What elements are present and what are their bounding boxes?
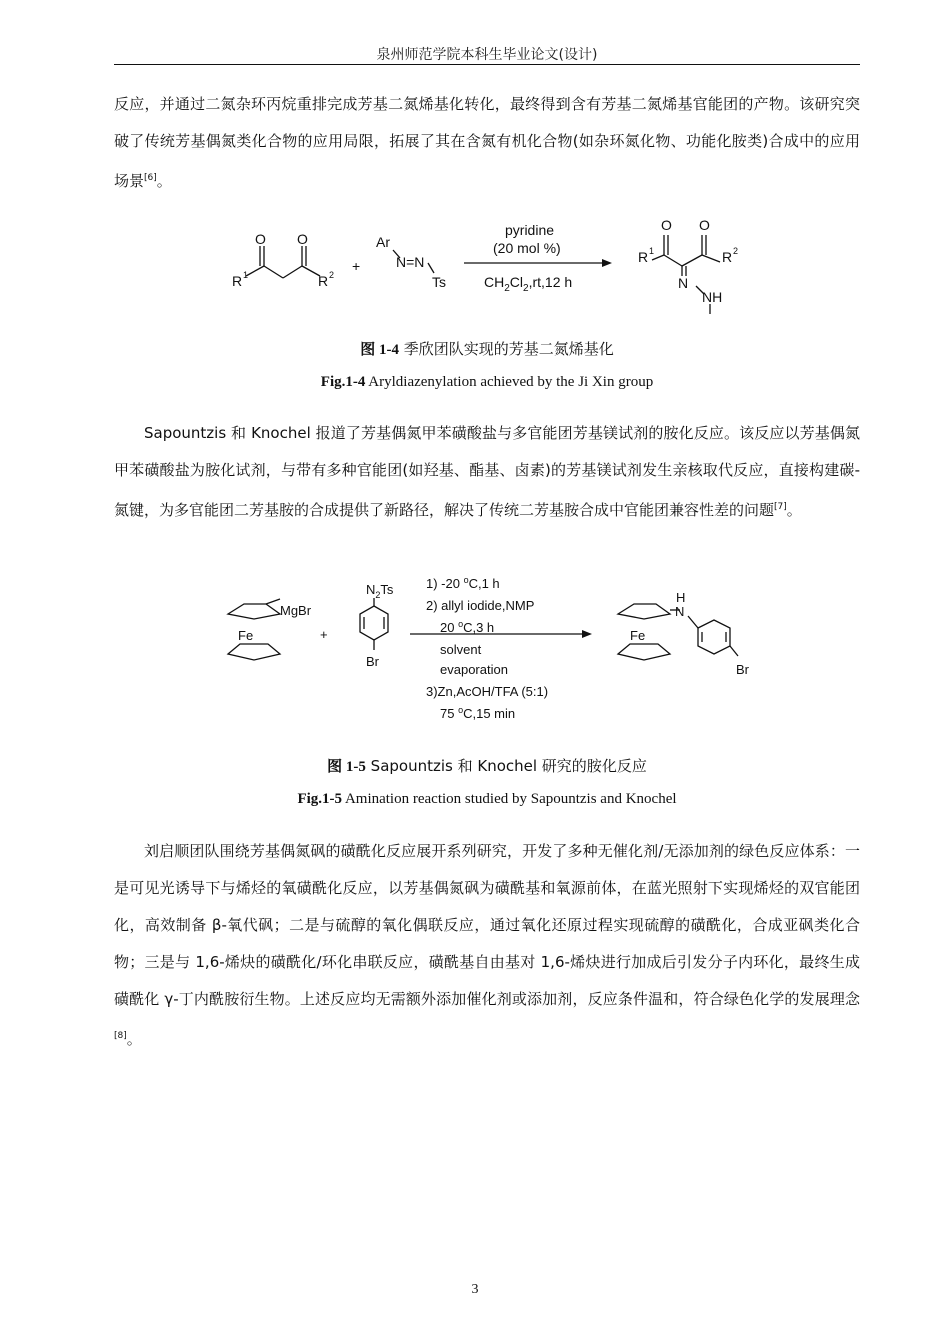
page-number: 3 <box>471 1282 479 1297</box>
running-header: 泉州师范学院本科生毕业论文(设计) <box>376 47 598 63</box>
o-label: O <box>699 217 710 233</box>
br-label: Br <box>366 654 379 669</box>
reagent-pyridine: pyridine <box>505 222 555 238</box>
mgbr-label: MgBr <box>280 603 312 618</box>
figure-caption-cn-1-4 <box>114 338 860 359</box>
r2-sup: 2 <box>733 246 739 256</box>
caption-text: 季欣团队实现的芳基二氮烯基化 <box>398 340 614 358</box>
o-label: O <box>297 231 308 247</box>
figure-label: Fig.1-4 <box>320 374 366 390</box>
fe-label: Fe <box>630 628 646 643</box>
n-label: N <box>678 275 689 291</box>
r2-label: R <box>722 249 733 265</box>
paragraph-3-end: 。 <box>126 1030 142 1048</box>
citation-7[interactable]: [7] <box>774 502 787 512</box>
o-label: O <box>661 217 672 233</box>
figure-caption-en-1-4 <box>114 374 860 391</box>
caption-text: Amination reaction studied by Sapountzis and Knochel <box>342 791 677 807</box>
plus-sign: + <box>320 627 328 642</box>
r1-sup: 1 <box>649 246 655 256</box>
nn-label: N=N <box>396 254 425 270</box>
paragraph-1-end: 。 <box>156 172 172 190</box>
n2ts-label: $N_2Ts$ <box>366 582 394 600</box>
scheme-2-diagram <box>214 574 754 724</box>
paragraph-2 <box>114 415 860 529</box>
br-label: Br <box>736 662 749 677</box>
figure-label: 图 1-4 <box>360 342 399 358</box>
r2-sup: 2 <box>329 270 335 280</box>
reagent-loading: (20 mol %) <box>493 240 561 256</box>
n-label: N <box>675 604 685 619</box>
r2-label: R <box>318 273 329 289</box>
ar-label: Ar <box>376 234 390 250</box>
paragraph-1 <box>114 86 860 200</box>
conditions: $CH_2Cl_2,rt,12$ h <box>484 274 573 294</box>
step-2-solvent: solvent <box>440 642 482 657</box>
caption-text: Sapountzis 和 Knochel 研究的胺化反应 <box>365 757 647 775</box>
step-2: 2) allyl iodide,NMP <box>426 598 535 613</box>
r1-label: R <box>638 249 649 265</box>
citation-8[interactable]: [8] <box>114 1031 127 1041</box>
step-2-evaporation: evaporation <box>440 662 508 677</box>
fe-label: Fe <box>238 628 254 643</box>
h-label: H <box>676 590 686 605</box>
o-label: O <box>255 231 266 247</box>
plus-sign: + <box>352 258 361 274</box>
paragraph-2-text: Sapountzis 和 Knochel 报道了芳基偶氮甲苯磺酸盐与多官能团芳基镁试剂的胺化反应。该反应以芳基偶氮甲苯磺酸盐为胺化试剂，与带有多种官能团(如羟基、酯基、卤素)的芳基镁试剂发生亲核取代反应，直接构建碳-氮键，为多官能团二芳基胺的合成提供了新路径，解决了传统二芳基胺合成中官能团兼容性差的问题 <box>114 424 860 519</box>
ts-label: Ts <box>432 274 446 290</box>
r1-sup: 1 <box>243 270 249 280</box>
step-3-temp: 75 $^o$C,15 min <box>440 705 516 721</box>
paragraph-2-end: 。 <box>786 501 802 519</box>
paragraph-1-text: 反应，并通过二氮杂环丙烷重排完成芳基二氮烯基化转化，最终得到含有芳基二氮烯基官能团的产物。该研究突破了传统芳基偶氮类化合物的应用局限，拓展了其在含氮有机化合物(如杂环氮化物、功能化胺类)合成中的应用场景 <box>114 95 860 190</box>
step-3: 3)Zn,AcOH/TFA (5:1) <box>426 684 549 699</box>
step-1: 1) -20 $^o$C,1 h <box>426 575 500 591</box>
step-2-temp: 20 $^o$C,3 h <box>440 619 495 635</box>
paragraph-3 <box>114 833 860 1058</box>
figure-label: 图 1-5 <box>327 759 366 775</box>
figure-caption-cn-1-5 <box>114 755 860 776</box>
header-rule <box>114 64 860 65</box>
r1-label: R <box>232 273 243 289</box>
nh-label: NH <box>702 289 723 305</box>
citation-6[interactable]: [6] <box>144 173 157 183</box>
caption-text: Aryldiazenylation achieved by the Ji Xin group <box>365 374 654 390</box>
figure-caption-en-1-5 <box>114 791 860 808</box>
paragraph-3-text: 刘启顺团队围绕芳基偶氮砜的磺酰化反应展开系列研究，开发了多种无催化剂/无添加剂的绿色反应体系：一是可见光诱导下与烯烃的氧磺酰化反应，以芳基偶氮砜为磺酰基和氧源前体，在蓝光照射下实现烯烃的双官能团化，高效制备 β-氧代砜；二是与硫醇的氧化偶联反应，通过氧化还原过程实现硫醇的磺酰化，合成亚砜类化合物；三是与 1,6-烯炔的磺酰化/环化串联反应，磺酰基自由基对 1,6-烯炔进行加成后引发分子内环化，最终生成磺酰化 γ-丁内酰胺衍生物。上述反应均无需额外添加催化剂或添加剂，反应条件温和，符合绿色化学的发展理念 <box>114 842 860 1008</box>
figure-label: Fig.1-5 <box>297 791 343 807</box>
scheme-1-diagram <box>220 210 760 318</box>
